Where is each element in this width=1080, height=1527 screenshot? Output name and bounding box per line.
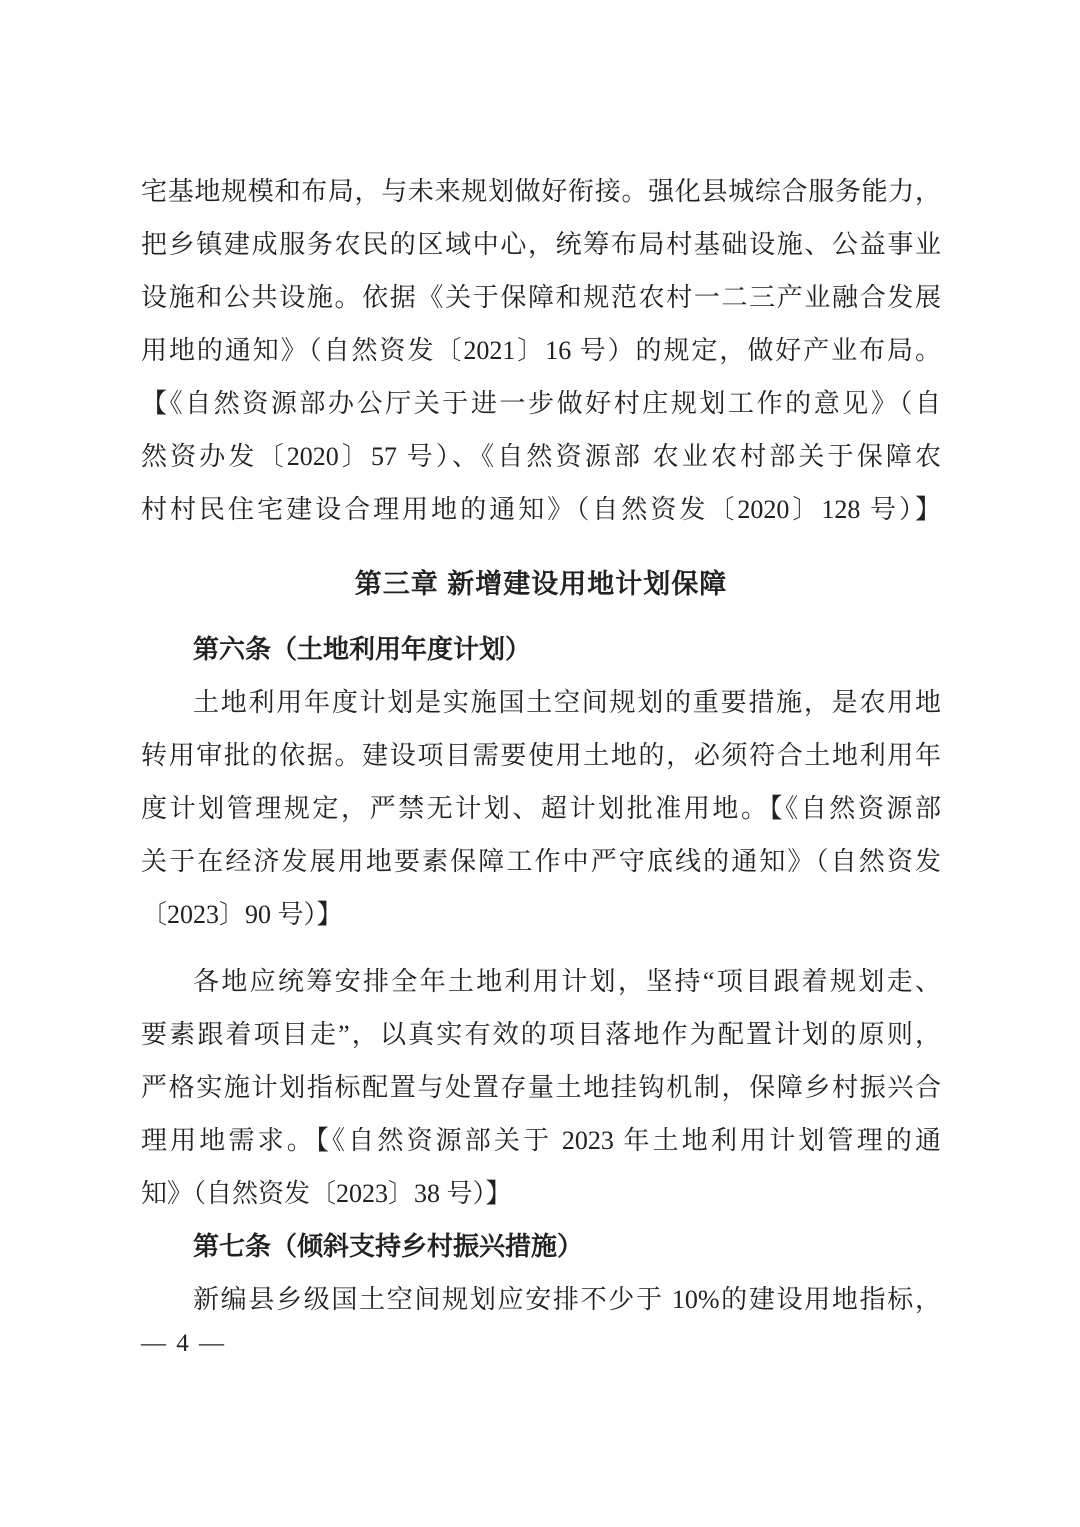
chapter-heading: 第三章 新增建设用地计划保障	[354, 569, 728, 599]
text-line: 村村民住宅建设合理用地的通知》（自然资发〔2020〕128 号）】	[141, 495, 941, 524]
text-line: 严格实施计划指标配置与处置存量土地挂钩机制，保障乡村振兴合	[141, 1073, 941, 1102]
text-line: 把乡镇建成服务农民的区域中心，统筹布局村基础设施、公益事业	[141, 230, 941, 259]
text-line: 关于在经济发展用地要素保障工作中严守底线的通知》（自然资发	[141, 847, 941, 876]
article-7-heading: 第七条（倾斜支持乡村振兴措施）	[193, 1231, 584, 1261]
text-line: 宅基地规模和布局，与未来规划做好衔接。强化县城综合服务能力，	[141, 177, 941, 206]
text-line: 度计划管理规定，严禁无计划、超计划批准用地。【《自然资源部	[141, 794, 941, 823]
text-line: 然资办发〔2020〕57 号）、《自然资源部 农业农村部关于保障农	[141, 442, 941, 471]
text-line: 知》（自然资发〔2023〕38 号）】	[141, 1179, 512, 1208]
text-line: 设施和公共设施。依据《关于保障和规范农村一二三产业融合发展	[141, 283, 941, 312]
text-line: 【《自然资源部办公厅关于进一步做好村庄规划工作的意见》（自	[141, 389, 941, 418]
text-line: 〔2023〕90 号）】	[141, 900, 343, 929]
text-line: 理用地需求。【《自然资源部关于 2023 年土地利用计划管理的通	[141, 1126, 941, 1155]
text-line: 转用审批的依据。建设项目需要使用土地的，必须符合土地利用年	[141, 741, 941, 770]
text-line: 各地应统筹安排全年土地利用计划，坚持“项目跟着规划走、	[193, 967, 941, 996]
text-line: 要素跟着项目走”，以真实有效的项目落地作为配置计划的原则，	[141, 1020, 941, 1049]
text-line: 新编县乡级国土空间规划应安排不少于 10%的建设用地指标，	[193, 1285, 941, 1314]
document-body	[141, 165, 941, 1326]
text-line: 用地的通知》（自然资发〔2021〕16 号）的规定，做好产业布局。	[141, 336, 941, 365]
article-6-heading: 第六条（土地利用年度计划）	[193, 634, 532, 664]
page-number: — 4 —	[141, 1330, 226, 1357]
text-line: 土地利用年度计划是实施国土空间规划的重要措施，是农用地	[193, 688, 941, 717]
